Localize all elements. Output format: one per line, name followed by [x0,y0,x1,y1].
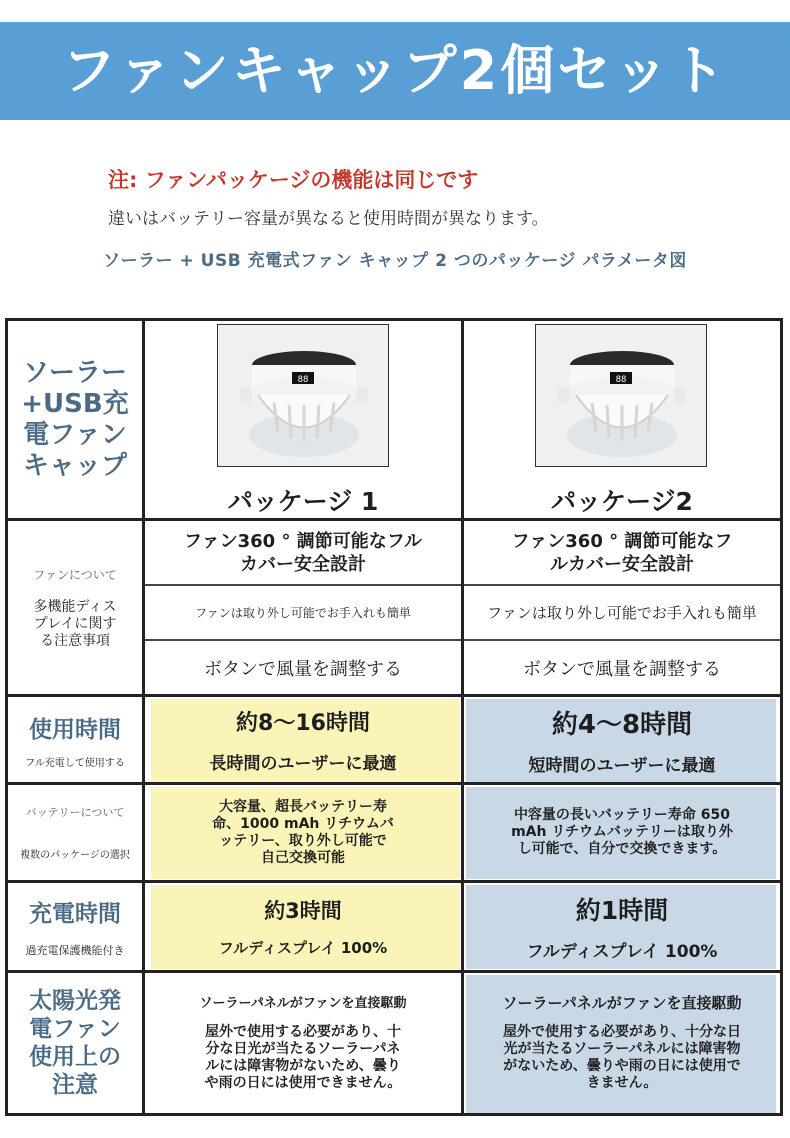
solar-label-line: 電ファン [29,1016,121,1042]
table-border-bottom [5,1113,783,1116]
package-1-image [217,324,389,467]
comparison-table [5,318,783,1116]
p1-fan-button [145,641,461,694]
solar-label-line: 使用上の [29,1044,121,1070]
svg-text:88: 88 [615,375,627,385]
p1-usage-main: 約8～16時間 [236,710,370,736]
usage-title: 使用時間 [29,716,121,743]
p1-charging-main: 約3時間 [264,899,342,923]
solar-label [8,973,142,1113]
text-line: ボタンで風量を調整する [523,658,721,680]
text-line: ルには障害物がないため、曇り [205,1057,401,1074]
p2-charging-main: 約1時間 [575,896,669,925]
product-label-line: キャップ [22,450,127,481]
p2-charging [464,883,780,970]
text-line: がないため、曇りや雨の日には使用で [503,1057,741,1074]
title-banner [0,22,790,120]
p2-solar-title: ソーラーパネルがファンを直接駆動 [502,993,742,1012]
p2-usage-sub: 短時間のユーザーに最適 [528,755,716,776]
text-line: 自己交換可能 [261,849,345,866]
p2-usage-main: 約4～8時間 [551,709,693,740]
fan-section-label [8,521,142,694]
text-line: きません。 [586,1074,658,1091]
charging-label [8,883,142,970]
text-line: ファンは取り外し可能でお手入れも簡単 [195,606,411,620]
usage-label [8,697,142,782]
parameter-chart-title: ソーラー + USB 充電式ファン キャップ 2 つのパッケージ パラメータ図 [103,251,687,271]
p1-usage [145,697,461,782]
product-label-line: ソーラー [22,357,127,388]
text-line: mAh リチウムバッテリーは取り外 [511,824,733,840]
p2-fan-design [464,521,780,584]
fan-label: ファンについて [33,567,117,582]
p1-fan-design [145,521,461,584]
fan-sublabel-line: る注意事項 [40,632,110,649]
usage-sublabel: フル充電して使用する [25,757,125,769]
charging-sublabel: 過充電保護機能付き [25,944,125,957]
p2-charging-sub: フルディスプレイ 100% [526,942,718,962]
text-line: や雨の日には使用できません。 [204,1074,402,1091]
product-label [8,321,142,518]
battery-sublabel: 複数のパッケージの選択 [20,850,130,861]
text-line: 分な日光が当たるソーラーパネ [205,1040,401,1057]
p1-fan-removable [145,586,461,639]
text-line: 命、1000 mAh リチウムバ [212,815,394,832]
text-line: 屋外で使用する必要があり、十 [205,1023,401,1040]
table-border-right [780,318,783,1116]
battery-title: バッテリーについて [25,806,125,819]
text-line: ファンは取り外し可能でお手入れも簡単 [487,604,757,622]
text-line: ボタンで風量を調整する [204,658,402,680]
text-line: 中容量の長いバッテリー寿命 650 [513,807,731,823]
fan-sublabel-line: 多機能ディス [33,598,117,615]
package-2-image [535,324,707,467]
text-line: ッテリー、取り外し可能で [219,832,387,849]
note-text: 違いはバッテリー容量が異なると使用時間が異なります。 [108,209,549,229]
text-line: 大容量、超長バッテリー寿 [219,798,387,815]
p1-battery [145,785,461,880]
p1-solar-title: ソーラーパネルがファンを直接駆動 [199,995,407,1011]
p2-usage [464,697,780,782]
text-line: ファン360 ° 調節可能なフル [183,530,423,552]
solar-fan-cap-icon [218,325,389,467]
battery-label [8,785,142,880]
product-label-line: +USB充 [21,388,129,419]
p2-solar [464,973,780,1113]
p1-usage-sub: 長時間のユーザーに最適 [209,753,397,774]
text-line: し可能で、自分で交換できます。 [517,841,727,857]
package-1-name: パッケージ 1 [227,487,379,516]
p1-solar [145,973,461,1113]
charging-title: 充電時間 [29,901,121,927]
fan-sublabel-line: プレイに関す [33,615,117,632]
product-label-line: 電ファン [23,419,127,450]
package-2-name: パッケージ2 [551,487,693,516]
text-line: ファン360 ° 調節可能なフ [511,530,733,552]
p1-charging [145,883,461,970]
p2-battery [464,785,780,880]
solar-label-line: 注意 [52,1072,98,1098]
banner-title: ファンキャップ2個セット [61,39,729,102]
text-line: カバー安全設計 [240,553,366,575]
text-line: 光が当たるソーラーパネルには障害物 [503,1040,741,1057]
p2-fan-removable [464,586,780,639]
text-line: ルカバー安全設計 [550,553,694,575]
svg-text:88: 88 [297,375,309,385]
text-line: 屋外で使用する必要があり、十分な日 [503,1023,741,1040]
note-title: 注: ファンパッケージの機能は同じです [108,168,479,192]
p2-fan-button [464,641,780,694]
solar-fan-cap-icon [536,325,707,467]
p1-charging-sub: フルディスプレイ 100% [218,939,388,957]
solar-label-line: 太陽光発 [29,988,121,1014]
